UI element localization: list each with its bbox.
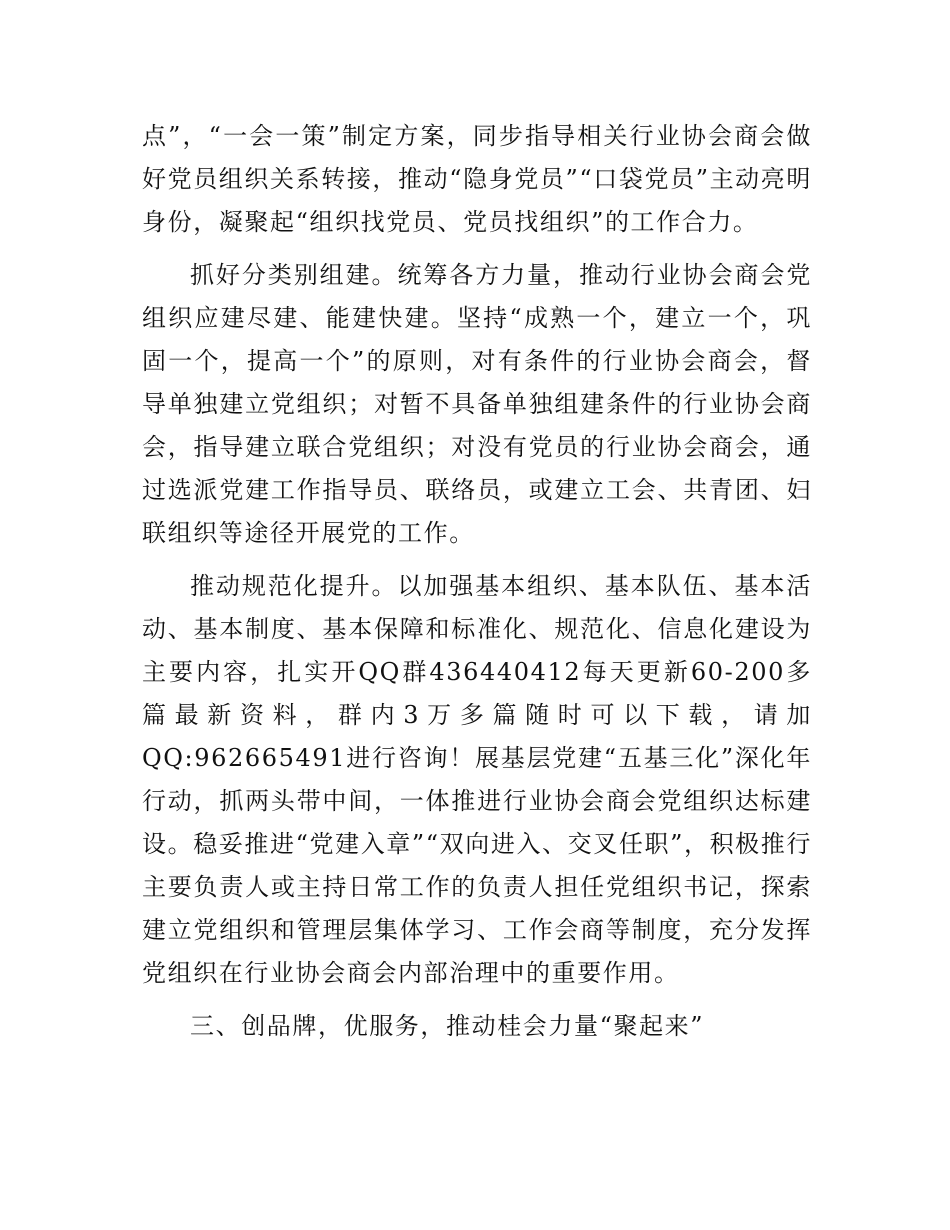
paragraph-continuation: 点”，“一会一策”制定方案，同步指导相关行业协会商会做好党员组织关系转接，推动“隐身党员”“口袋党员”主动亮明身份，凝聚起“组织找党员、党员找组织”的工作合力。 [142, 122, 812, 236]
paragraph-standardization: 推动规范化提升。以加强基本组织、基本队伍、基本活动、基本制度、基本保障和标准化、规范化、信息化建设为主要内容，扎实开QQ群436440412每天更新60-200多篇最新资料，群内3万多篇随时可以下载，请加QQ:962665491进行咨询！展基层党建“五基三化”深化年行动，抓两头带中间，一体推进行业协会商会党组织达标建设。稳妥推进“党建入章”“双向进入、交叉任职”，积极推行主要负责人或主持日常工作的负责人担任党组织书记，探索建立党组织和管理层集体学习、工作会商等制度，充分发挥党组织在行业协会商会内部治理中的重要作用。 [142, 572, 812, 987]
document-body [142, 115, 812, 1058]
section-heading: 三、创品牌，优服务，推动桂会力量“聚起来” [190, 1012, 705, 1040]
paragraph-classified-establishment: 抓好分类别组建。统筹各方力量，推动行业协会商会党组织应建尽建、能建快建。坚持“成熟一个，建立一个，巩固一个，提高一个”的原则，对有条件的行业协会商会，督导单独建立党组织；对暂不具备单独组建条件的行业协会商会，指导建立联合党组织；对没有党员的行业协会商会，通过选派党建工作指导员、联络员，或建立工会、共青团、妇联组织等途径开展党的工作。 [142, 261, 812, 547]
